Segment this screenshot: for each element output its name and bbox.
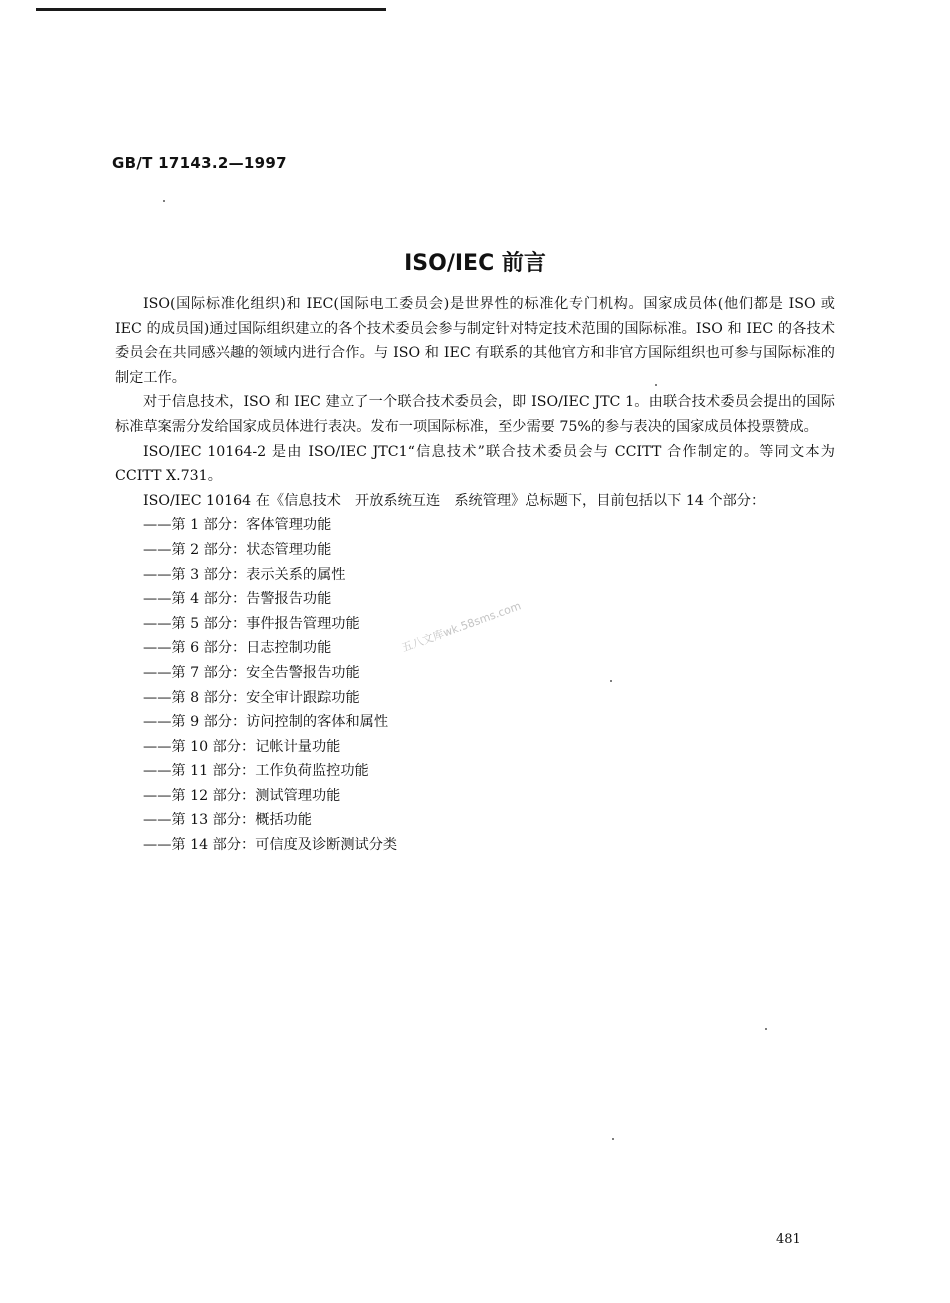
list-item: ——第 7 部分：安全告警报告功能 <box>143 664 360 681</box>
list-item: ——第 13 部分：概括功能 <box>143 812 312 829</box>
paragraph-parts-intro: ISO/IEC 10164 在《信息技术 开放系统互连 系统管理》总标题下，目前包括以下 14 个部分： <box>143 492 766 509</box>
list-item: ——第 9 部分：访问控制的客体和属性 <box>143 714 389 731</box>
scan-speck <box>655 384 657 386</box>
parts-list <box>115 513 835 857</box>
page-number: 481 <box>776 1232 801 1247</box>
list-item: ——第 3 部分：表示关系的属性 <box>143 566 346 583</box>
list-item: ——第 4 部分：告警报告功能 <box>143 591 332 608</box>
scan-speck <box>765 1028 767 1030</box>
watermark: 五八文库wk.58sms.com <box>399 599 523 655</box>
list-item: ——第 6 部分：日志控制功能 <box>143 640 332 657</box>
scan-speck <box>610 680 612 682</box>
page-title: ISO/IEC 前言 <box>404 251 546 276</box>
list-item: ——第 1 部分：客体管理功能 <box>143 517 332 534</box>
header-rule <box>36 8 386 11</box>
list-item: ——第 2 部分：状态管理功能 <box>143 541 332 558</box>
list-item: ——第 10 部分：记帐计量功能 <box>143 738 341 755</box>
scan-speck <box>163 200 165 202</box>
paragraph-iso-iec-intro: ISO(国际标准化组织)和 IEC(国际电工委员会)是世界性的标准化专门机构。国家成员体(他们都是 ISO 或 IEC 的成员国)通过国际组织建立的各个技术委员会参与制定针对特定技术范围的国际标准。ISO 和 IEC 的各技术委员会在共同感兴趣的领域内进行合作。与 ISO 和 IEC 有联系的其他官方和非官方国际组织也可参与国际标准的制定工作。 <box>115 296 835 386</box>
list-item: ——第 14 部分：可信度及诊断测试分类 <box>143 837 398 854</box>
paragraph-origin: ISO/IEC 10164-2 是由 ISO/IEC JTC1“信息技术”联合技术委员会与 CCITT 合作制定的。等同文本为 CCITT X.731。 <box>115 443 835 485</box>
document-body <box>115 292 835 858</box>
list-item: ——第 8 部分：安全审计跟踪功能 <box>143 689 360 706</box>
list-item: ——第 12 部分：测试管理功能 <box>143 787 341 804</box>
scan-speck <box>612 1138 614 1140</box>
list-item: ——第 11 部分：工作负荷监控功能 <box>143 763 369 780</box>
standard-number: GB/T 17143.2—1997 <box>112 154 287 172</box>
list-item: ——第 5 部分：事件报告管理功能 <box>143 615 360 632</box>
paragraph-jtc1: 对于信息技术，ISO 和 IEC 建立了一个联合技术委员会，即 ISO/IEC JTC 1。由联合技术委员会提出的国际标准草案需分发给国家成员体进行表决。发布一项国际标准，至少需要 75%的参与表决的国家成员体投票赞成。 <box>115 394 835 435</box>
